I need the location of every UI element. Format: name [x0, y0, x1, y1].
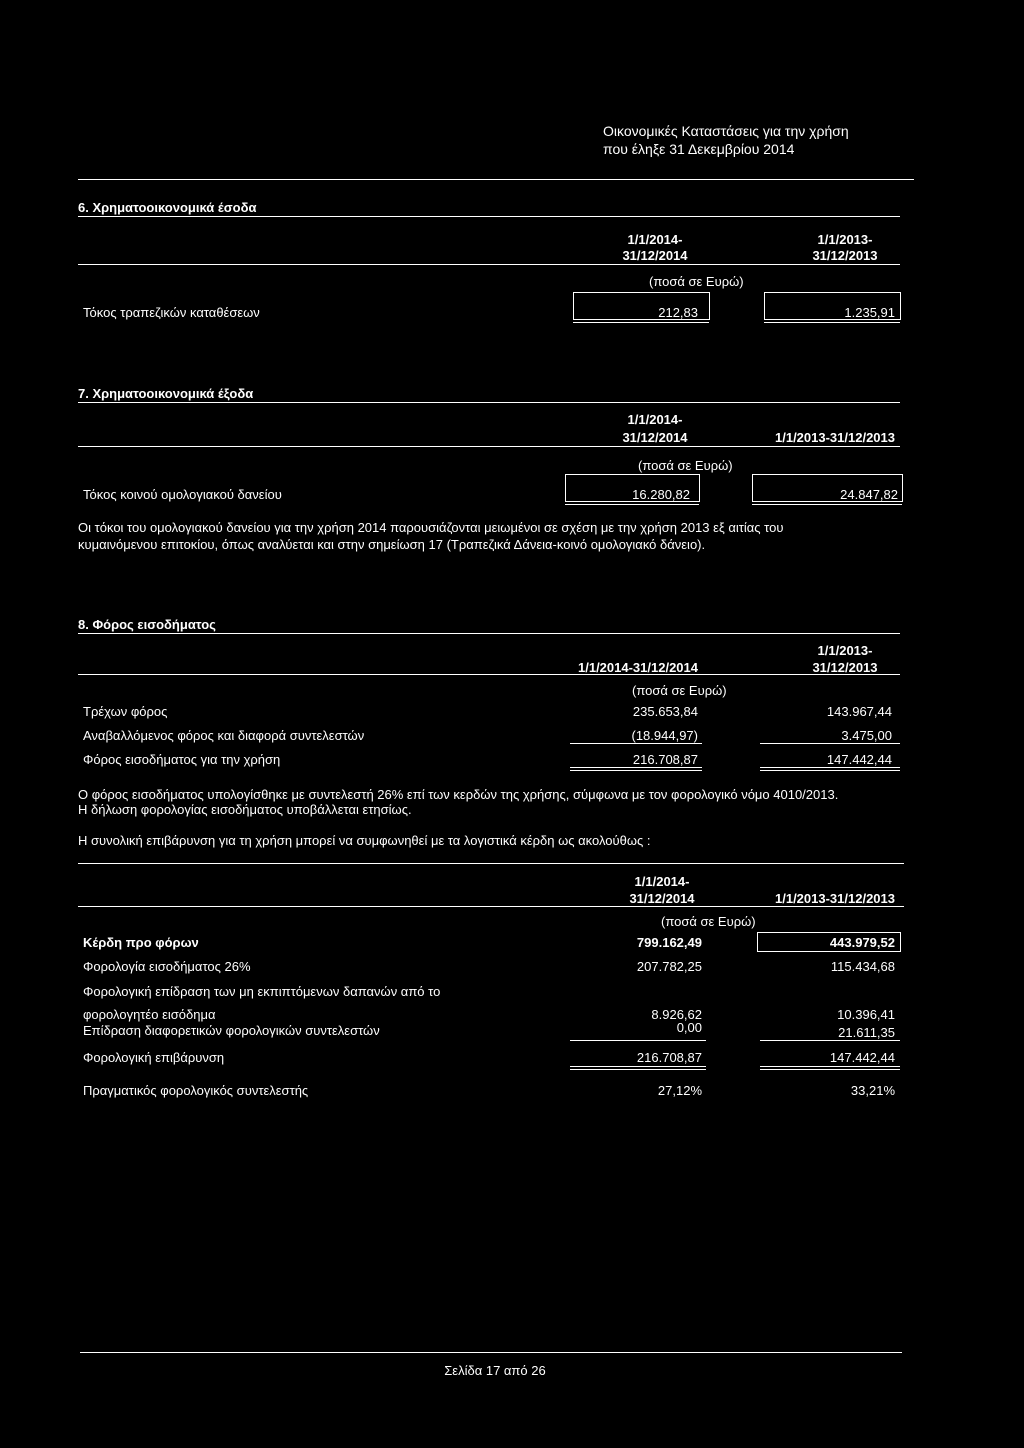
s8-row-value-2013: 3.475,00 — [841, 728, 892, 743]
s7-box1-underline — [565, 501, 699, 505]
s7-row-value-2013: 24.847,82 — [840, 487, 898, 502]
recon-row-label: Κέρδη προ φόρων — [83, 935, 199, 950]
section-7-title-rule — [78, 402, 900, 403]
s6-col1-line1: 1/1/2014- — [627, 232, 683, 247]
s7-unit-label: (ποσά σε Ευρώ) — [638, 458, 733, 473]
s7-header-rule — [78, 446, 900, 447]
recon-total-double-rule-2013 — [760, 1066, 900, 1070]
s8-total-value-2013: 147.442,44 — [826, 752, 892, 767]
s6-col1-line2: 31/12/2014 — [622, 248, 688, 263]
recon-row-value-2014: 0,00 — [676, 1020, 702, 1035]
recon-row-value-2013: 443.979,52 — [829, 935, 895, 950]
recon-rate-value-2013: 33,21% — [850, 1083, 895, 1098]
recon-row-label: Φορολογική επίδραση των μη εκπιπτόμενων δαπανών από το — [83, 984, 441, 999]
s8-total-value-2014: 216.708,87 — [632, 752, 698, 767]
recon-row-label: Επίδραση διαφορετικών φορολογικών συντελεστών — [83, 1023, 380, 1038]
recon-row-value-2013: 115.434,68 — [830, 959, 895, 974]
s8-row-value-2013: 143.967,44 — [826, 704, 892, 719]
s7-row-label: Τόκος κοινού ομολογιακού δανείου — [83, 487, 282, 502]
header-line1: Οικονομικές Καταστάσεις για την χρήση — [603, 123, 849, 139]
recon-top-rule — [78, 863, 904, 864]
s8-row-value-2014: (18.944,97) — [631, 728, 698, 743]
s6-box2-top — [764, 292, 900, 293]
s8-col2-line1: 1/1/2013- — [817, 643, 873, 658]
recon-header-rule — [78, 906, 904, 907]
s8-col1-header: 1/1/2014-31/12/2014 — [578, 660, 698, 675]
recon-col1-line1: 1/1/2014- — [634, 874, 690, 889]
s7-box2-top — [752, 474, 902, 475]
s7-box1-top — [565, 474, 699, 475]
recon-row-value-2014: 207.782,25 — [636, 959, 702, 974]
recon-total-label: Φορολογική επιβάρυνση — [83, 1050, 225, 1065]
s7-col2-header: 1/1/2013-31/12/2013 — [775, 430, 895, 445]
header-rule — [78, 179, 914, 180]
s6-box1-right — [709, 292, 710, 320]
page-number: Σελίδα 17 από 26 — [444, 1363, 546, 1378]
s7-row-value-2014: 16.280,82 — [632, 487, 690, 502]
s7-box2-left — [752, 474, 753, 502]
s6-box2-underline — [764, 319, 900, 323]
recon-box-left — [757, 932, 758, 952]
recon-subtotal-rule-2014 — [570, 1040, 706, 1041]
s7-box2-underline — [752, 501, 902, 505]
section-7-title: 7. Χρηματοοικονομικά έξοδα — [78, 386, 254, 401]
recon-row-value-2014: 799.162,49 — [636, 935, 702, 950]
footer-rule — [80, 1352, 902, 1353]
s8-total-double-rule-2013 — [760, 767, 900, 771]
s8-total-double-rule-2014 — [570, 767, 702, 771]
s8-unit-label: (ποσά σε Ευρώ) — [632, 683, 727, 698]
s8-row-label: Αναβαλλόμενος φόρος και διαφορά συντελεστών — [83, 728, 365, 743]
recon-col2-header: 1/1/2013-31/12/2013 — [775, 891, 895, 906]
s8-subtotal-rule-2013 — [760, 743, 900, 744]
s6-box2-left — [764, 292, 765, 320]
section-8-title-rule — [78, 633, 900, 634]
s7-box2-right — [902, 474, 903, 502]
recon-subtotal-rule-2013 — [760, 1040, 900, 1041]
recon-total-value-2014: 216.708,87 — [636, 1050, 702, 1065]
recon-row-value-2013: 10.396,41 — [837, 1007, 895, 1022]
s6-row-label: Τόκος τραπεζικών καταθέσεων — [83, 305, 260, 320]
s6-unit-label: (ποσά σε Ευρώ) — [649, 274, 744, 289]
s8-header-rule — [78, 674, 900, 675]
s8-row-label: Τρέχων φόρος — [83, 704, 168, 719]
s6-box1-left — [573, 292, 574, 320]
s8-row-value-2014: 235.653,84 — [632, 704, 698, 719]
recon-rate-label: Πραγματικός φορολογικός συντελεστής — [83, 1083, 309, 1098]
s7-col1-line1: 1/1/2014- — [627, 412, 683, 427]
s7-note-line2: κυμαινόμενου επιτοκίου, όπως αναλύεται και στην σημείωση 17 (Τραπεζικά Δάνεια-κοινό ομολογιακό δάνειο). — [78, 537, 706, 552]
section-6-title-rule — [78, 216, 900, 217]
recon-unit-label: (ποσά σε Ευρώ) — [661, 914, 756, 929]
s7-col1-line2: 31/12/2014 — [622, 430, 688, 445]
s6-box1-top — [573, 292, 709, 293]
section-8-title: 8. Φόρος εισοδήματος — [78, 617, 216, 632]
recon-col1-line2: 31/12/2014 — [629, 891, 695, 906]
recon-rate-value-2014: 27,12% — [657, 1083, 702, 1098]
s8-col2-line2: 31/12/2013 — [812, 660, 878, 675]
s8-total-label: Φόρος εισοδήματος για την χρήση — [83, 752, 281, 767]
recon-row-value-2013: 21.611,35 — [838, 1025, 895, 1040]
recon-total-double-rule-2014 — [570, 1066, 706, 1070]
s6-col2-line2: 31/12/2013 — [812, 248, 878, 263]
s6-box1-underline — [573, 319, 709, 323]
s6-box2-right — [900, 292, 901, 320]
recon-box-top — [757, 932, 900, 933]
recon-row-value-2014: 8.926,62 — [651, 1007, 702, 1022]
s6-row-value-2014: 212,83 — [658, 305, 698, 320]
recon-row-label-cont: φορολογητέο εισόδημα — [83, 1007, 216, 1022]
recon-row-label: Φορολογία εισοδήματος 26% — [83, 959, 251, 974]
section-6-title: 6. Χρηματοοικονομικά έσοδα — [78, 200, 257, 215]
recon-box-bottom — [757, 951, 900, 952]
s8-note2: Η συνολική επιβάρυνση για τη χρήση μπορεί να συμφωνηθεί με τα λογιστικά κέρδη ως ακολούθως : — [78, 833, 651, 848]
recon-total-value-2013: 147.442,44 — [829, 1050, 895, 1065]
s8-note1-line1: Ο φόρος εισοδήματος υπολογίσθηκε με συντελεστή 26% επί των κερδών της χρήσης, σύμφωνα με τον φορολογικό νόμο 4010/2013. — [78, 787, 839, 802]
s6-col2-line1: 1/1/2013- — [817, 232, 873, 247]
s7-note-line1: Οι τόκοι του ομολογιακού δανείου για την χρήση 2014 παρουσιάζονται μειωμένοι σε σχέση με την χρήση 2013 εξ αιτίας του — [78, 520, 784, 535]
s8-subtotal-rule-2014 — [570, 743, 702, 744]
header-line2: που έληξε 31 Δεκεμβρίου 2014 — [603, 141, 795, 157]
s7-box1-right — [699, 474, 700, 502]
s8-note1-line2: Η δήλωση φορολογίας εισοδήματος υποβάλλεται ετησίως. — [78, 802, 412, 817]
recon-box-right — [900, 932, 901, 952]
s6-header-rule — [78, 264, 900, 265]
s6-row-value-2013: 1.235,91 — [844, 305, 895, 320]
s7-box1-left — [565, 474, 566, 502]
